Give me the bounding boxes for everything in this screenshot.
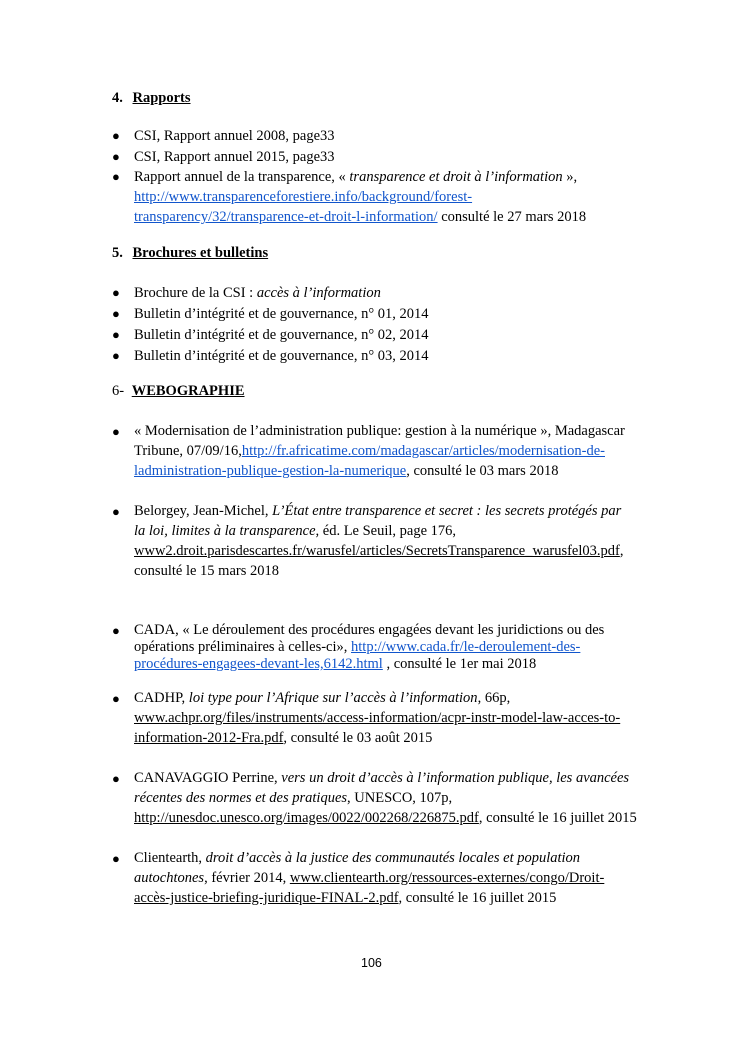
- section-number: 4.: [112, 90, 123, 106]
- bullet-dot-icon: ●: [112, 851, 120, 866]
- list-item-continuation: [134, 189, 472, 206]
- reference-line: la loi, limites à la transparence, éd. Le Seuil, page 176,: [134, 523, 457, 539]
- reference-link[interactable]: http://www.cada.fr/le-deroulement-des-: [351, 639, 581, 655]
- bullet-dot-icon: ●: [112, 169, 120, 184]
- list-item: CSI, Rapport annuel 2015, page33: [134, 149, 335, 165]
- list-item: Brochure de la CSI : accès à l’information: [134, 285, 381, 301]
- bullet-dot-icon: ●: [112, 771, 120, 786]
- bullet-dot-icon: ●: [112, 285, 120, 300]
- list-item: CSI, Rapport annuel 2008, page33: [134, 128, 335, 144]
- reference-line: récentes des normes et des pratiques, UNESCO, 107p,: [134, 790, 453, 806]
- bullet-dot-icon: ●: [112, 691, 120, 706]
- bullet-dot-icon: ●: [112, 128, 120, 143]
- bullet-dot-icon: ●: [112, 504, 120, 519]
- page-number: 106: [361, 956, 382, 970]
- section-6-heading: [112, 383, 245, 400]
- reference-line: http://unesdoc.unesco.org/images/0022/002268/226875.pdf, consulté le 16 juillet 2015: [134, 810, 637, 826]
- reference-line: CADHP, loi type pour l’Afrique sur l’accès à l’information, 66p,: [134, 690, 511, 706]
- reference-link[interactable]: information-2012-Fra.pdf: [134, 730, 284, 746]
- reference-line: Belorgey, Jean-Michel, L’État entre transparence et secret : les secrets protégés par: [134, 503, 622, 519]
- reference-link[interactable]: http://fr.africatime.com/madagascar/articles/modernisation-de-: [241, 443, 605, 459]
- bullet-dot-icon: ●: [112, 424, 120, 439]
- reference-line: consulté le 15 mars 2018: [134, 563, 279, 579]
- reference-line: CADA, « Le déroulement des procédures engagées devant les juridictions ou des: [134, 622, 605, 638]
- reference-line: procédures-engagees-devant-les,6142.html , consulté le 1er mai 2018: [134, 656, 537, 672]
- reference-line: accès-justice-briefing-juridique-FINAL-2.pdf, consulté le 16 juillet 2015: [134, 890, 557, 906]
- section-number: 6-: [112, 383, 125, 399]
- reference-link[interactable]: http://unesdoc.unesco.org/images/0022/002268/226875.pdf: [134, 810, 479, 826]
- section-title: Brochures et bulletins: [132, 245, 269, 261]
- reference-line: autochtones, février 2014, www.clientearth.org/ressources-externes/congo/Droit-: [134, 870, 605, 886]
- reference-line: CANAVAGGIO Perrine, vers un droit d’accès à l’information publique, les avancées: [134, 770, 630, 786]
- reference-line: [134, 710, 620, 727]
- bullet-dot-icon: ●: [112, 149, 120, 164]
- reference-line: ladministration-publique-gestion-la-numerique, consulté le 03 mars 2018: [134, 463, 559, 479]
- reference-link[interactable]: procédures-engagees-devant-les,6142.html: [134, 656, 383, 672]
- bullet-dot-icon: ●: [112, 327, 120, 342]
- reference-link[interactable]: accès-justice-briefing-juridique-FINAL-2.pdf: [134, 890, 399, 906]
- list-item: Bulletin d’intégrité et de gouvernance, n° 01, 2014: [134, 306, 429, 322]
- list-item: Rapport annuel de la transparence, « transparence et droit à l’information »,: [134, 169, 578, 185]
- reference-line: www2.droit.parisdescartes.fr/warusfel/articles/SecretsTransparence_warusfel03.pdf,: [134, 543, 624, 559]
- bullet-dot-icon: ●: [112, 623, 120, 638]
- reference-link[interactable]: ladministration-publique-gestion-la-numerique: [134, 463, 407, 479]
- reference-line: Clientearth, droit d’accès à la justice des communautés locales et population: [134, 850, 581, 866]
- section-title: Rapports: [132, 90, 191, 106]
- reference-link[interactable]: www.achpr.org/files/instruments/access-information/acpr-instr-model-law-acces-to-: [134, 710, 621, 726]
- section-5-heading: [112, 245, 268, 262]
- reference-line: opérations préliminaires à celles-ci», http://www.cada.fr/le-deroulement-des-: [134, 639, 581, 655]
- list-item: Bulletin d’intégrité et de gouvernance, n° 03, 2014: [134, 348, 429, 364]
- reference-line: information-2012-Fra.pdf, consulté le 03 août 2015: [134, 730, 433, 746]
- bullet-dot-icon: ●: [112, 306, 120, 321]
- reference-line: « Modernisation de l’administration publique: gestion à la numérique », Madagascar: [134, 423, 625, 439]
- reference-link[interactable]: http://www.transparenceforestiere.info/background/forest-: [134, 189, 473, 205]
- list-item-continuation: transparency/32/transparence-et-droit-l-information/ consulté le 27 mars 2018: [134, 209, 587, 225]
- reference-line: Tribune, 07/09/16,http://fr.africatime.com/madagascar/articles/modernisation-de-: [134, 443, 605, 459]
- section-number: 5.: [112, 245, 123, 261]
- list-item: Bulletin d’intégrité et de gouvernance, n° 02, 2014: [134, 327, 429, 343]
- reference-link[interactable]: transparency/32/transparence-et-droit-l-information/: [134, 209, 438, 225]
- section-4-heading: [112, 90, 191, 107]
- reference-link[interactable]: www.clientearth.org/ressources-externes/congo/Droit-: [289, 870, 605, 886]
- reference-link[interactable]: www2.droit.parisdescartes.fr/warusfel/articles/SecretsTransparence_warusfel03.pdf: [134, 543, 620, 559]
- bullet-dot-icon: ●: [112, 348, 120, 363]
- section-title: WEBOGRAPHIE: [131, 383, 245, 399]
